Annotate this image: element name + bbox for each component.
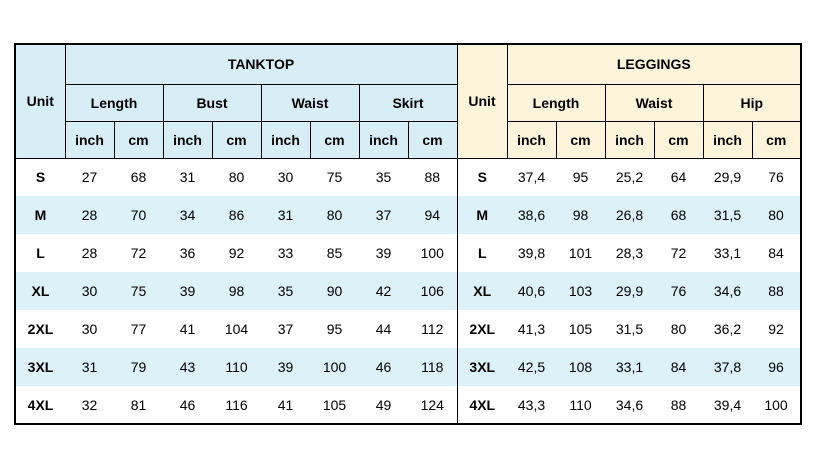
leggings-value: 95	[572, 169, 589, 186]
tanktop-value: 39	[277, 359, 294, 375]
tanktop-value: 104	[224, 321, 249, 337]
tanktop-value: 28	[81, 207, 98, 223]
tanktop-value: 37	[277, 321, 294, 337]
tanktop-value: 30	[277, 169, 294, 186]
leggings-value: 33,1	[713, 245, 742, 261]
tanktop-value: 28	[81, 245, 98, 261]
table-row	[15, 196, 801, 234]
unit-cm-label: cm	[408, 121, 457, 158]
row-size-label: M	[34, 207, 47, 223]
leggings-value: 39,8	[517, 245, 546, 261]
tanktop-value: 41	[179, 321, 196, 337]
tanktop-value: 35	[375, 169, 392, 186]
table-row	[15, 386, 801, 424]
leggings-value: 84	[670, 359, 687, 375]
leggings-value: 68	[670, 207, 687, 223]
tanktop-value: 68	[130, 169, 147, 186]
tanktop-value: 80	[326, 207, 343, 223]
tanktop-value: 112	[421, 321, 444, 337]
leggings-value: 37,4	[517, 169, 546, 186]
tanktop-measure-bust: Bust	[163, 84, 261, 121]
tanktop-value: 80	[228, 169, 245, 186]
leggings-value: 43,3	[517, 396, 546, 413]
header-row-sections	[15, 44, 801, 84]
tanktop-value: 70	[130, 207, 147, 223]
leggings-value: 72	[670, 245, 687, 261]
unit-header-tanktop: Unit	[15, 44, 65, 158]
tanktop-value: 75	[326, 169, 343, 186]
tanktop-value: 34	[179, 207, 196, 223]
row-size-label: 4XL	[457, 386, 507, 424]
unit-cm-label: cm	[114, 121, 163, 158]
tanktop-value: 124	[420, 396, 444, 413]
row-size-label: 4XL	[27, 396, 54, 413]
leggings-measure-waist: Waist	[605, 84, 703, 121]
row-size-label: S	[35, 169, 46, 186]
tanktop-value: 43	[179, 359, 196, 375]
unit-header-leggings: Unit	[457, 44, 507, 158]
tanktop-value: 81	[130, 396, 147, 413]
row-size-label: 3XL	[27, 359, 54, 375]
leggings-value: 80	[768, 207, 784, 223]
tanktop-value: 95	[326, 321, 343, 337]
leggings-value: 108	[568, 359, 593, 375]
row-size-label: XL	[31, 283, 50, 299]
unit-cm-label: cm	[752, 121, 801, 158]
leggings-value: 76	[768, 169, 784, 186]
tanktop-value: 46	[179, 396, 196, 413]
leggings-value: 64	[670, 169, 687, 186]
tanktop-measure-skirt: Skirt	[359, 84, 457, 121]
leggings-value: 28,3	[615, 245, 644, 261]
leggings-value: 34,6	[615, 396, 644, 413]
leggings-value: 29,9	[615, 283, 644, 299]
tanktop-value: 85	[326, 245, 343, 261]
tanktop-value: 77	[130, 321, 147, 337]
tanktop-value: 72	[130, 245, 147, 261]
unit-cm-label: cm	[212, 121, 261, 158]
leggings-value: 41,3	[517, 321, 546, 337]
leggings-value: 80	[670, 321, 687, 337]
leggings-value: 101	[568, 245, 593, 261]
tanktop-value: 118	[421, 359, 444, 375]
tanktop-value: 94	[424, 207, 441, 223]
unit-inch-label: inch	[65, 121, 114, 158]
tanktop-value: 44	[375, 321, 392, 337]
tanktop-value: 110	[225, 359, 248, 375]
tanktop-value: 86	[228, 207, 245, 223]
table-row	[15, 234, 801, 272]
tanktop-measure-length: Length	[65, 84, 163, 121]
tanktop-value: 35	[277, 283, 294, 299]
leggings-value: 34,6	[713, 283, 742, 299]
table-row	[15, 348, 801, 386]
tanktop-value: 90	[326, 283, 343, 299]
size-chart-table	[14, 43, 802, 425]
leggings-value: 110	[569, 396, 592, 413]
tanktop-value: 92	[228, 245, 245, 261]
table-row	[15, 310, 801, 348]
leggings-value: 88	[768, 283, 784, 299]
leggings-value: 25,2	[615, 169, 644, 186]
tanktop-value: 30	[81, 321, 98, 337]
header-row-units	[15, 121, 801, 158]
leggings-section-title: LEGGINGS	[507, 44, 801, 84]
leggings-value: 84	[768, 245, 784, 261]
tanktop-value: 31	[81, 359, 98, 375]
row-size-label: M	[457, 196, 507, 234]
tanktop-value: 42	[375, 283, 392, 299]
tanktop-value: 75	[130, 283, 147, 299]
tanktop-measure-waist: Waist	[261, 84, 359, 121]
tanktop-value: 79	[130, 359, 147, 375]
leggings-value: 31,5	[713, 207, 742, 223]
leggings-measure-hip: Hip	[703, 84, 801, 121]
leggings-value: 37,8	[713, 359, 742, 375]
tanktop-value: 98	[228, 283, 245, 299]
tanktop-value: 106	[420, 283, 444, 299]
leggings-value: 40,6	[517, 283, 546, 299]
table-row	[15, 158, 801, 196]
tanktop-value: 88	[424, 169, 441, 186]
tanktop-value: 105	[322, 396, 347, 413]
unit-inch-label: inch	[605, 121, 654, 158]
unit-cm-label: cm	[556, 121, 605, 158]
tanktop-value: 100	[420, 245, 444, 261]
unit-inch-label: inch	[703, 121, 752, 158]
row-size-label: L	[457, 234, 507, 272]
unit-inch-label: inch	[359, 121, 408, 158]
leggings-value: 98	[572, 207, 589, 223]
row-size-label: 2XL	[27, 321, 54, 337]
tanktop-value: 100	[322, 359, 347, 375]
row-size-label: XL	[457, 272, 507, 310]
leggings-value: 105	[568, 321, 593, 337]
tanktop-value: 41	[277, 396, 294, 413]
leggings-value: 31,5	[615, 321, 644, 337]
leggings-value: 39,4	[713, 396, 742, 413]
unit-inch-label: inch	[261, 121, 310, 158]
tanktop-value: 33	[277, 245, 294, 261]
leggings-value: 29,9	[713, 169, 742, 186]
size-table-body	[15, 158, 801, 424]
tanktop-value: 37	[375, 207, 392, 223]
tanktop-value: 27	[81, 169, 98, 186]
header-row-measures	[15, 84, 801, 121]
row-size-label: 2XL	[457, 310, 507, 348]
leggings-value: 103	[568, 283, 593, 299]
tanktop-value: 116	[225, 396, 248, 413]
leggings-value: 36,2	[713, 321, 742, 337]
tanktop-value: 36	[179, 245, 196, 261]
table-row	[15, 272, 801, 310]
leggings-value: 88	[670, 396, 687, 413]
tanktop-section-title: TANKTOP	[65, 44, 457, 84]
tanktop-value: 30	[81, 283, 98, 299]
tanktop-value: 31	[277, 207, 294, 223]
leggings-value: 38,6	[517, 207, 546, 223]
leggings-value: 76	[670, 283, 687, 299]
leggings-measure-length: Length	[507, 84, 605, 121]
row-size-label: L	[36, 245, 45, 261]
unit-cm-label: cm	[310, 121, 359, 158]
unit-inch-label: inch	[163, 121, 212, 158]
tanktop-value: 49	[375, 396, 392, 413]
leggings-value: 100	[764, 396, 788, 413]
leggings-value: 96	[768, 359, 784, 375]
leggings-value: 33,1	[615, 359, 644, 375]
leggings-value: 26,8	[615, 207, 644, 223]
row-size-label: 3XL	[457, 348, 507, 386]
tanktop-value: 32	[81, 396, 98, 413]
leggings-value: 42,5	[517, 359, 546, 375]
tanktop-value: 46	[375, 359, 392, 375]
tanktop-value: 39	[179, 283, 196, 299]
row-size-label: S	[457, 158, 507, 196]
leggings-value: 92	[768, 321, 784, 337]
unit-cm-label: cm	[654, 121, 703, 158]
unit-inch-label: inch	[507, 121, 556, 158]
tanktop-value: 31	[179, 169, 196, 186]
tanktop-value: 39	[375, 245, 392, 261]
